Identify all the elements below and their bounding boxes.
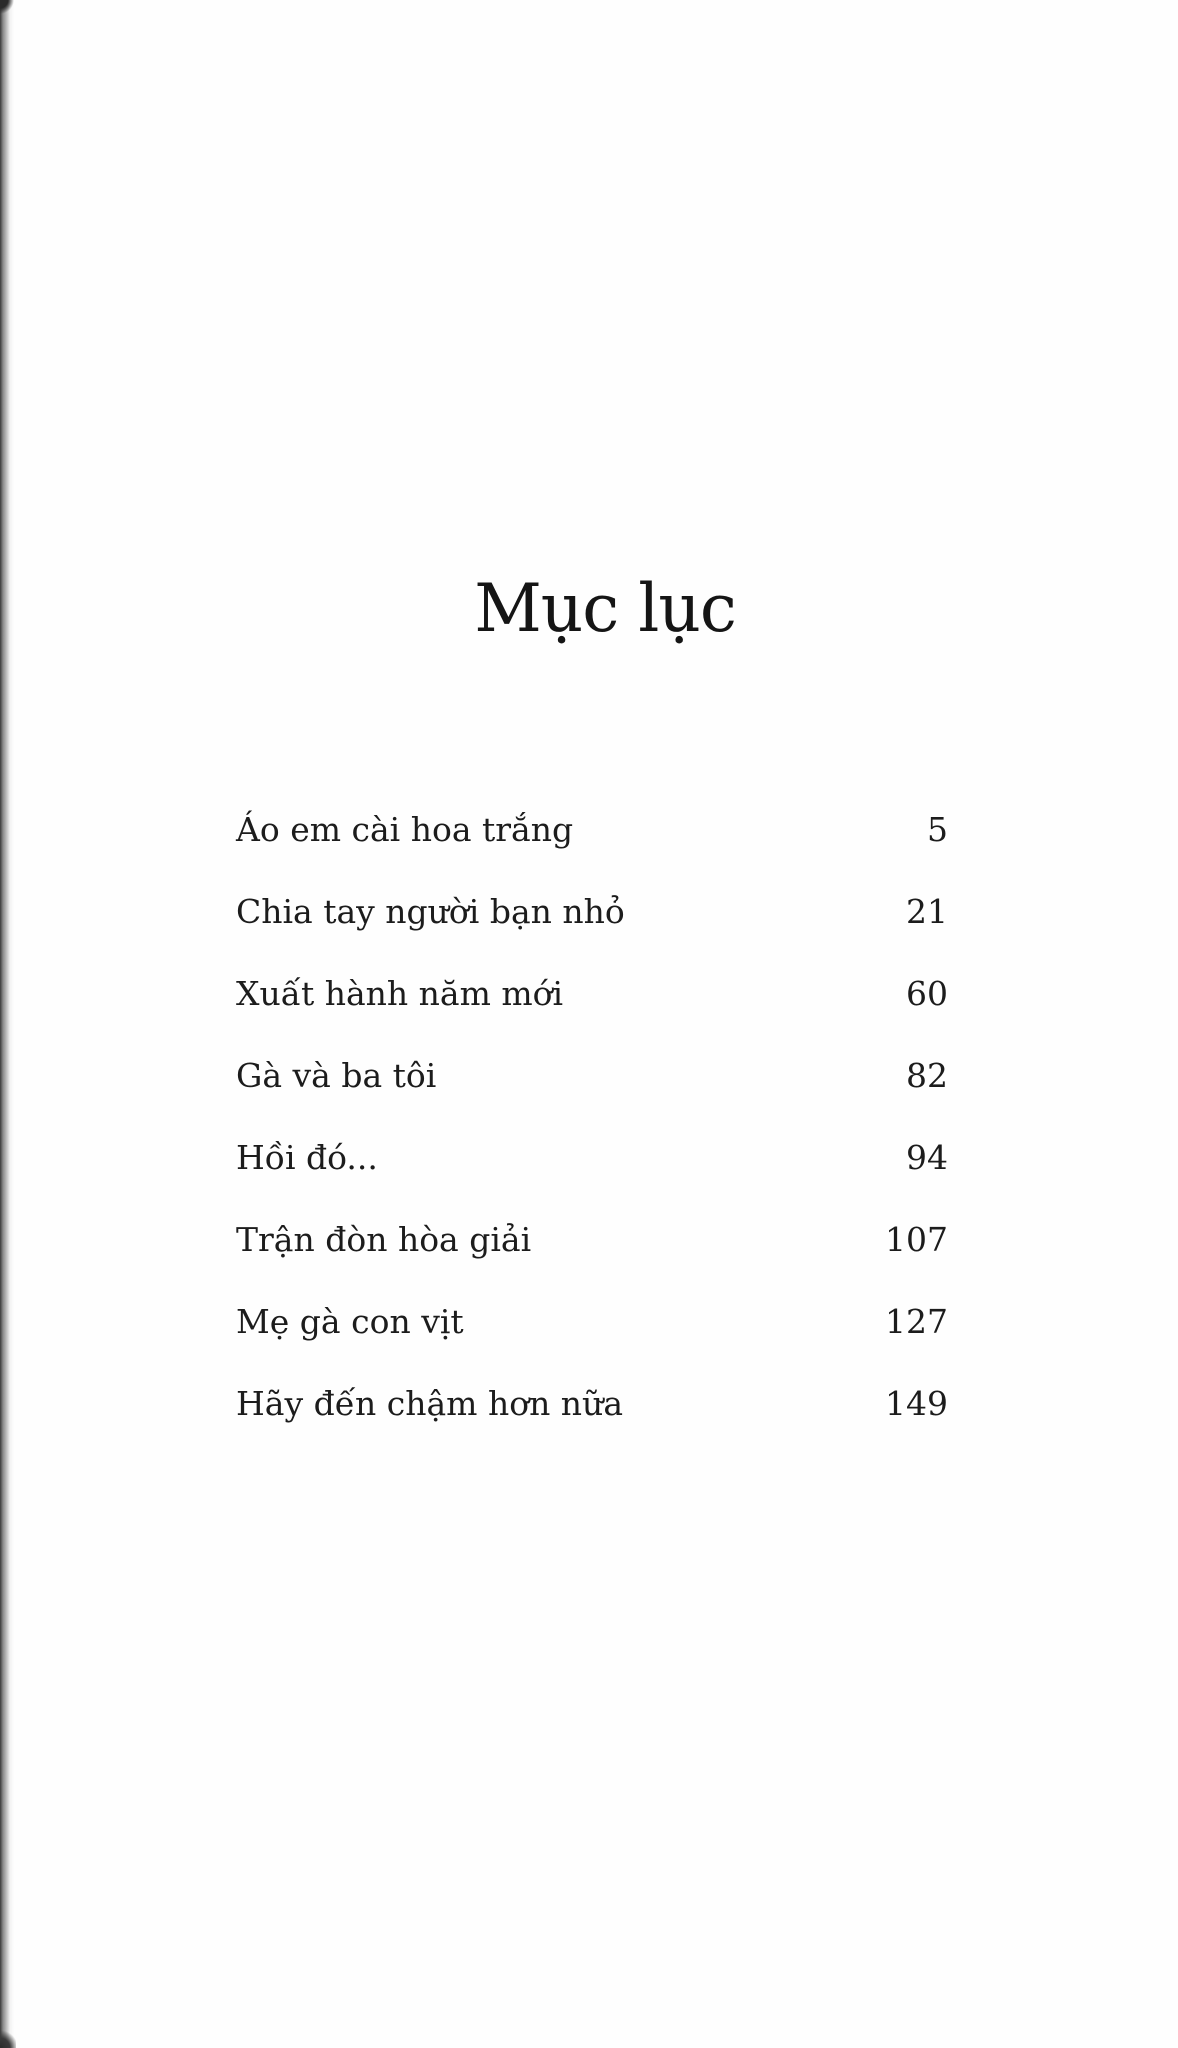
toc-entry-page: 60 [906,974,948,1013]
toc-entry-title: Hãy đến chậm hơn nữa [236,1384,623,1423]
page-corner-top [0,0,18,18]
toc-entry-page: 149 [885,1384,948,1423]
toc-entry [236,810,948,892]
toc-entry [236,1056,948,1138]
toc-entry-page: 21 [906,892,948,931]
toc-entry [236,1220,948,1302]
toc-entry-title: Gà và ba tôi [236,1056,437,1095]
page-corner-bottom [0,2018,16,2048]
toc-entry [236,1302,948,1384]
page-title: Mục lục [474,570,736,647]
toc-entry-title: Xuất hành năm mới [236,974,564,1013]
page-edge-shadow [0,0,14,2048]
toc-entry [236,974,948,1056]
toc-entry-page: 94 [906,1138,948,1177]
toc-entry-title: Chia tay người bạn nhỏ [236,892,625,931]
toc-entry-title: Mẹ gà con vịt [236,1302,464,1341]
toc-entry [236,1138,948,1220]
toc-entry-title: Trận đòn hòa giải [236,1220,532,1259]
table-of-contents [236,810,948,1466]
toc-entry-page: 127 [885,1302,948,1341]
toc-entry [236,892,948,974]
toc-entry-page: 5 [927,810,948,849]
toc-entry-title: Hồi đó... [236,1138,378,1177]
toc-entry [236,1384,948,1466]
toc-entry-title: Áo em cài hoa trắng [236,810,574,849]
toc-entry-page: 107 [885,1220,948,1259]
toc-entry-page: 82 [906,1056,948,1095]
